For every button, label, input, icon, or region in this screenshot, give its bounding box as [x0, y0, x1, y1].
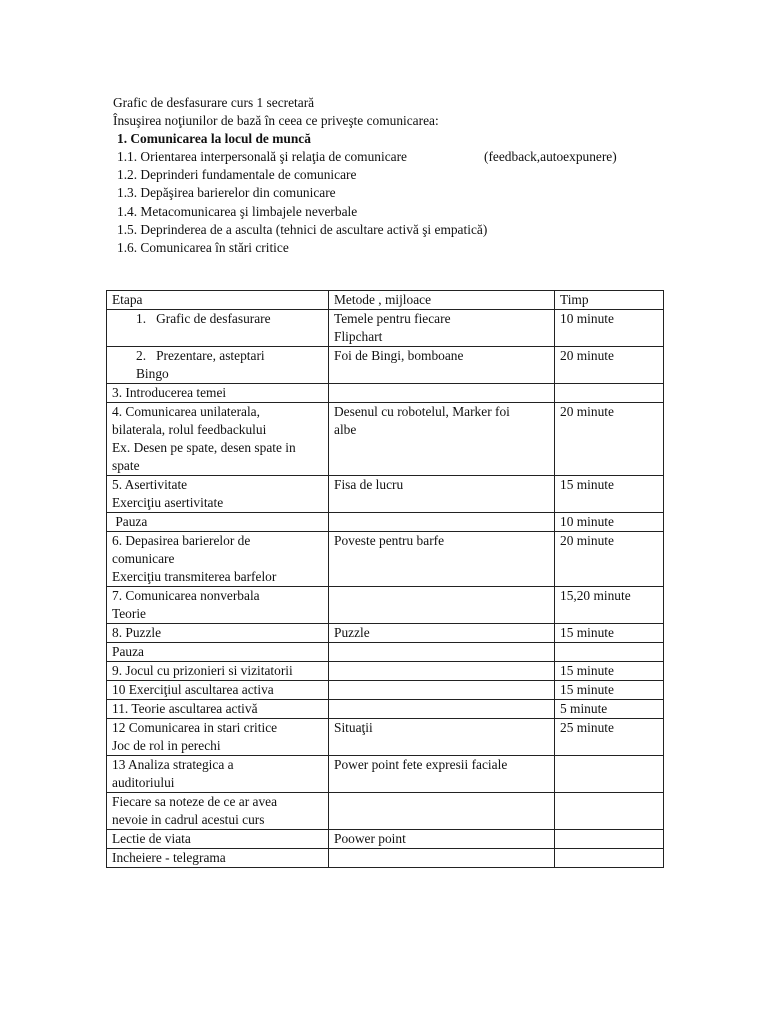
metode-line: Desenul cu robotelul, Marker foi [334, 404, 510, 419]
cell-timp: 15 minute [555, 476, 664, 513]
cell-etapa [107, 384, 329, 403]
cell-etapa [107, 347, 329, 384]
etapa-line: 10 Exerciţiul ascultarea activa [112, 682, 274, 697]
etapa-line: 4. Comunicarea unilaterala, [112, 404, 260, 419]
document-subtitle: Însuşirea noţiunilor de bază în ceea ce priveşte comunicarea: [113, 113, 439, 129]
table-row [107, 662, 664, 681]
metode-line: Flipchart [334, 329, 383, 344]
table-row [107, 756, 664, 793]
etapa-line: comunicare [112, 551, 175, 566]
topic-list [113, 148, 753, 257]
cell-etapa [107, 662, 329, 681]
etapa-line: 12 Comunicarea in stari critice [112, 720, 278, 735]
etapa-line: 3. Introducerea temei [112, 385, 227, 400]
cell-metode [329, 624, 555, 643]
table-header-row [107, 291, 664, 310]
cell-metode [329, 700, 555, 719]
cell-timp [555, 384, 664, 403]
table-row [107, 681, 664, 700]
cell-timp: 15,20 minute [555, 587, 664, 624]
metode-line: Poower point [334, 831, 406, 846]
cell-etapa [107, 403, 329, 476]
etapa-line: bilaterala, rolul feedbackului [112, 422, 267, 437]
etapa-line: Incheiere - telegrama [112, 850, 226, 865]
etapa-line: Teorie [112, 606, 147, 621]
metode-line: albe [334, 422, 357, 437]
cell-etapa [107, 476, 329, 513]
topic-item [113, 166, 753, 184]
cell-timp: 15 minute [555, 662, 664, 681]
metode-line: Power point fete expresii faciale [334, 757, 508, 772]
etapa-line: Bingo [136, 366, 169, 381]
header-etapa: Etapa [107, 291, 329, 310]
etapa-line: auditoriului [112, 775, 175, 790]
section-heading: 1. Comunicarea la locul de muncă [117, 131, 311, 147]
cell-metode [329, 384, 555, 403]
metode-line: Situaţii [334, 720, 373, 735]
etapa-line: 7. Comunicarea nonverbala [112, 588, 260, 603]
cell-etapa [107, 310, 329, 347]
etapa-line: 11. Teorie ascultarea activă [112, 701, 258, 716]
topic-text: 1.5. Deprinderea de a asculta (tehnici de ascultare activă şi empatică) [117, 221, 488, 237]
etapa-line: 6. Depasirea barierelor de [112, 533, 251, 548]
table-row [107, 513, 664, 532]
etapa-line: Ex. Desen pe spate, desen spate in [112, 440, 296, 455]
topic-text: 1.2. Deprinderi fundamentale de comunicare [117, 167, 357, 183]
cell-timp [555, 793, 664, 830]
metode-line: Puzzle [334, 625, 370, 640]
cell-etapa [107, 624, 329, 643]
table-row [107, 476, 664, 513]
metode-line: Temele pentru fiecare [334, 311, 451, 326]
cell-etapa [107, 793, 329, 830]
topic-item [113, 221, 753, 239]
cell-metode [329, 310, 555, 347]
cell-metode [329, 849, 555, 868]
etapa-line: Joc de rol in perechi [112, 738, 221, 753]
header-metode: Metode , mijloace [329, 291, 555, 310]
table-row [107, 310, 664, 347]
cell-timp [555, 643, 664, 662]
cell-metode [329, 830, 555, 849]
etapa-line: 5. Asertivitate [112, 477, 188, 492]
table-row [107, 830, 664, 849]
topic-text: 1.4. Metacomunicarea şi limbajele neverbale [117, 203, 358, 219]
cell-timp: 20 minute [555, 347, 664, 384]
cell-etapa [107, 849, 329, 868]
cell-metode [329, 756, 555, 793]
cell-timp: 15 minute [555, 624, 664, 643]
topic-note: (feedback,autoexpunere) [484, 149, 617, 165]
cell-metode [329, 513, 555, 532]
schedule-table [106, 290, 664, 868]
cell-etapa [107, 587, 329, 624]
table-row [107, 793, 664, 830]
table-row [107, 700, 664, 719]
metode-line: Foi de Bingi, bomboane [334, 348, 464, 363]
cell-metode [329, 643, 555, 662]
etapa-line: spate [112, 458, 140, 473]
etapa-line: nevoie in cadrul acestui curs [112, 812, 265, 827]
table-row [107, 384, 664, 403]
table-row [107, 643, 664, 662]
cell-metode [329, 347, 555, 384]
topic-item [113, 203, 753, 221]
table-row [107, 403, 664, 476]
etapa-line: Fiecare sa noteze de ce ar avea [112, 794, 278, 809]
cell-etapa [107, 681, 329, 700]
etapa-line: 8. Puzzle [112, 625, 162, 640]
table-row [107, 719, 664, 756]
cell-timp: 5 minute [555, 700, 664, 719]
intro-block [113, 94, 753, 257]
topic-item [113, 184, 753, 202]
etapa-line: Exerciţiu asertivitate [112, 495, 224, 510]
cell-etapa [107, 700, 329, 719]
cell-metode [329, 587, 555, 624]
table-row [107, 532, 664, 587]
cell-metode [329, 532, 555, 587]
metode-line: Poveste pentru barfe [334, 533, 445, 548]
cell-etapa [107, 830, 329, 849]
etapa-line: Pauza [112, 644, 144, 659]
table-row [107, 624, 664, 643]
metode-line: Fisa de lucru [334, 477, 404, 492]
cell-metode [329, 793, 555, 830]
table-row [107, 587, 664, 624]
document-title: Grafic de desfasurare curs 1 secretară [113, 95, 315, 110]
cell-timp: 20 minute [555, 403, 664, 476]
cell-etapa [107, 719, 329, 756]
table-row [107, 347, 664, 384]
table-row [107, 849, 664, 868]
cell-timp [555, 849, 664, 868]
etapa-line: 9. Jocul cu prizonieri si vizitatorii [112, 663, 293, 678]
etapa-line: Lectie de viata [112, 831, 191, 846]
cell-etapa [107, 643, 329, 662]
cell-etapa [107, 513, 329, 532]
topic-item [113, 148, 753, 166]
header-timp: Timp [555, 291, 664, 310]
topic-text: 1.3. Depăşirea barierelor din comunicare [117, 185, 336, 201]
cell-metode [329, 403, 555, 476]
etapa-line: 2. Prezentare, asteptari [136, 348, 265, 363]
cell-metode [329, 681, 555, 700]
cell-timp: 20 minute [555, 532, 664, 587]
etapa-line: 13 Analiza strategica a [112, 757, 234, 772]
cell-timp: 10 minute [555, 310, 664, 347]
topic-item [113, 239, 753, 257]
cell-timp [555, 830, 664, 849]
cell-etapa [107, 532, 329, 587]
cell-timp: 10 minute [555, 513, 664, 532]
etapa-line: 1. Grafic de desfasurare [136, 311, 271, 326]
cell-metode [329, 476, 555, 513]
table-body [107, 310, 664, 868]
etapa-line: Pauza [112, 514, 148, 529]
topic-text: 1.1. Orientarea interpersonală şi relaţia de comunicare [117, 149, 407, 165]
cell-timp: 25 minute [555, 719, 664, 756]
cell-timp [555, 756, 664, 793]
cell-metode [329, 719, 555, 756]
cell-timp: 15 minute [555, 681, 664, 700]
cell-metode [329, 662, 555, 681]
etapa-line: Exerciţiu transmiterea barfelor [112, 569, 277, 584]
topic-text: 1.6. Comunicarea în stări critice [117, 239, 289, 255]
cell-etapa [107, 756, 329, 793]
